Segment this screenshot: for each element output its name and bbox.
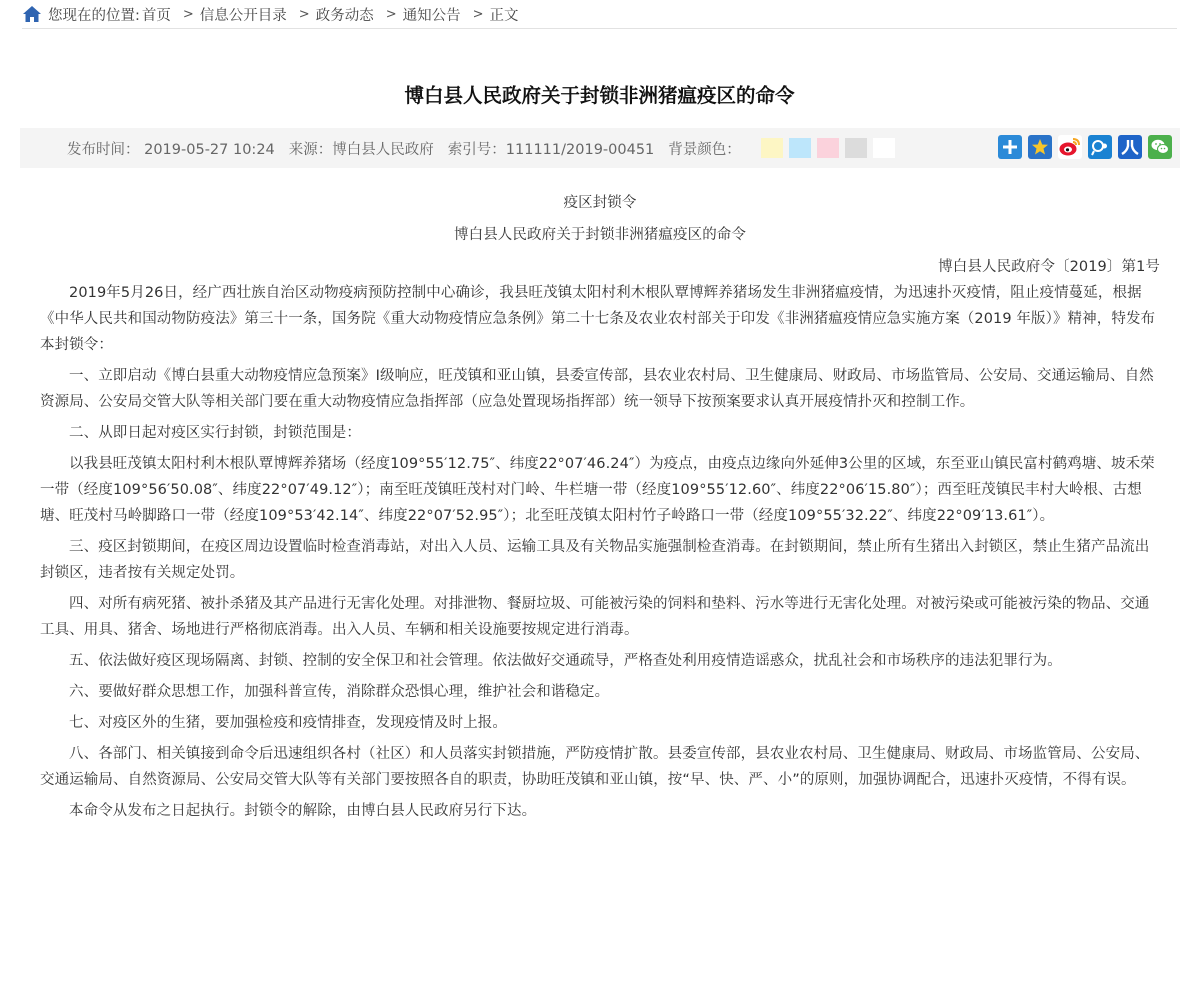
bg-color-label: 背景颜色： — [668, 141, 741, 158]
article-paragraph: 四、对所有病死猪、被扑杀猪及其产品进行无害化处理。对排泄物、餐厨垃圾、可能被污染的饲料和垫料、污水等进行无害化处理。对被污染或可能被污染的物品、交通工具、用具、猪舍、场地进行严格彻底消毒。出入人员、车辆和相关设施要按规定进行消毒。 — [40, 596, 1150, 638]
tencent-weibo-share-icon[interactable] — [1088, 135, 1112, 159]
bg-color-swatches — [761, 138, 901, 158]
share-buttons — [992, 135, 1172, 159]
breadcrumb — [22, 0, 1177, 29]
source: 来源：博白县人民政府 — [288, 141, 434, 158]
breadcrumb-separator: > — [385, 6, 397, 22]
breadcrumb-separator: > — [298, 6, 310, 22]
breadcrumb-gov-news[interactable]: 政务动态 — [315, 7, 374, 24]
plus-share-icon[interactable] — [998, 135, 1022, 159]
home-icon[interactable] — [22, 5, 42, 23]
bg-swatch-yellow[interactable] — [761, 138, 783, 158]
article-paragraph: 五、依法做好疫区现场隔离、封锁、控制的安全保卫和社会管理。依法做好交通疏导，严格查处利用疫情造谣惑众，扰乱社会和市场秩序的违法犯罪行为。 — [69, 653, 1062, 669]
weibo-share-icon[interactable] — [1058, 135, 1082, 159]
bg-swatch-blue[interactable] — [789, 138, 811, 158]
breadcrumb-info-catalog[interactable]: 信息公开目录 — [199, 7, 287, 24]
index-number: 索引号：111111/2019-00451 — [447, 141, 655, 158]
article-paragraph: 七、对疫区外的生猪，要加强检疫和疫情排查，发现疫情及时上报。 — [69, 715, 507, 731]
wechat-share-icon[interactable] — [1148, 135, 1172, 159]
publish-time: 发布时间： 2019-05-27 10:24 — [67, 141, 275, 158]
article-paragraph: 八、各部门、相关镇接到命令后迅速组织各村（社区）和人员落实封锁措施，严防疫情扩散。县委宣传部，县农业农村局、卫生健康局、财政局、市场监管局、公安局、交通运输局、自然资源局、公安局交管大队等有关部门要按照各自的职责，协助旺茂镇和亚山镇，按“早、快、严、小”的原则，加强协调配合，迅速扑灭疫情，不得有误。 — [40, 746, 1150, 788]
article-paragraph: 一、立即启动《博白县重大动物疫情应急预案》Ⅰ级响应，旺茂镇和亚山镇，县委宣传部，县农业农村局、卫生健康局、财政局、市场监管局、公安局、交通运输局、自然资源局、公安局交管大队等相关部门要在重大动物疫情应急指挥部（应急处置现场指挥部）统一领导下按预案要求认真开展疫情扑灭和控制工作。 — [40, 368, 1154, 410]
doc-number: 博白县人民政府令〔2019〕第1号 — [938, 259, 1160, 275]
breadcrumb-current: 正文 — [489, 7, 519, 24]
bg-swatch-white[interactable] — [873, 138, 895, 158]
article-paragraph: 二、从即日起对疫区实行封锁，封锁范围是： — [69, 425, 361, 441]
star-share-icon[interactable] — [1028, 135, 1052, 159]
breadcrumb-separator: > — [182, 6, 194, 22]
breadcrumb-notices[interactable]: 通知公告 — [402, 7, 461, 24]
article-paragraph: 本命令从发布之日起执行。封锁令的解除，由博白县人民政府另行下达。 — [69, 803, 537, 819]
article-content — [40, 190, 1160, 824]
article-paragraph: 以我县旺茂镇太阳村利木根队覃博辉养猪场（经度109°55′12.75″、纬度22°07′46.24″）为疫点，由疫点边缘向外延伸3公里的区域，东至亚山镇民富村鹤鸡塘、坡禾荣一带（经度109°56′50.08″、纬度22°07′49.12″）；南至旺茂镇旺茂村对门岭、牛栏塘一带（经度109°55′12.60″、纬度22°06′15.80″）；西至旺茂镇民丰村大岭根、古想塘、旺茂村马岭脚路口一带（经度109°53′42.14″、纬度22°07′52.95″）；北至旺茂镇太阳村竹子岭路口一带（经度109°55′32.22″、纬度22°09′13.61″）。 — [40, 456, 1155, 524]
doc-subheading: 博白县人民政府关于封锁非洲猪瘟疫区的命令 — [454, 227, 746, 243]
breadcrumb-separator: > — [472, 6, 484, 22]
breadcrumb-prefix: 您现在的位置: — [48, 7, 140, 24]
article-paragraph: 六、要做好群众思想工作，加强科普宣传，消除群众恐惧心理，维护社会和谐稳定。 — [69, 684, 610, 700]
article-paragraph: 三、疫区封锁期间，在疫区周边设置临时检查消毒站，对出入人员、运输工具及有关物品实施强制检查消毒。在封锁期间，禁止所有生猪出入封锁区，禁止生猪产品流出封锁区，违者按有关规定处罚。 — [40, 539, 1150, 581]
renren-share-icon[interactable] — [1118, 135, 1142, 159]
bg-swatch-gray[interactable] — [845, 138, 867, 158]
article-paragraph: 2019年5月26日，经广西壮族自治区动物疫病预防控制中心确诊，我县旺茂镇太阳村利木根队覃博辉养猪场发生非洲猪瘟疫情，为迅速扑灭疫情，阻止疫情蔓延，根据《中华人民共和国动物防疫法》第三十一条，国务院《重大动物疫情应急条例》第二十七条及农业农村部关于印发《非洲猪瘟疫情应急实施方案（2019 年版）》精神，特发布本封锁令： — [40, 285, 1156, 353]
page-title: 博白县人民政府关于封锁非洲猪瘟疫区的命令 — [404, 84, 795, 107]
doc-heading: 疫区封锁令 — [563, 195, 637, 211]
breadcrumb-home[interactable]: 首页 — [141, 7, 171, 24]
bg-swatch-pink[interactable] — [817, 138, 839, 158]
article-info-bar — [20, 128, 1180, 168]
